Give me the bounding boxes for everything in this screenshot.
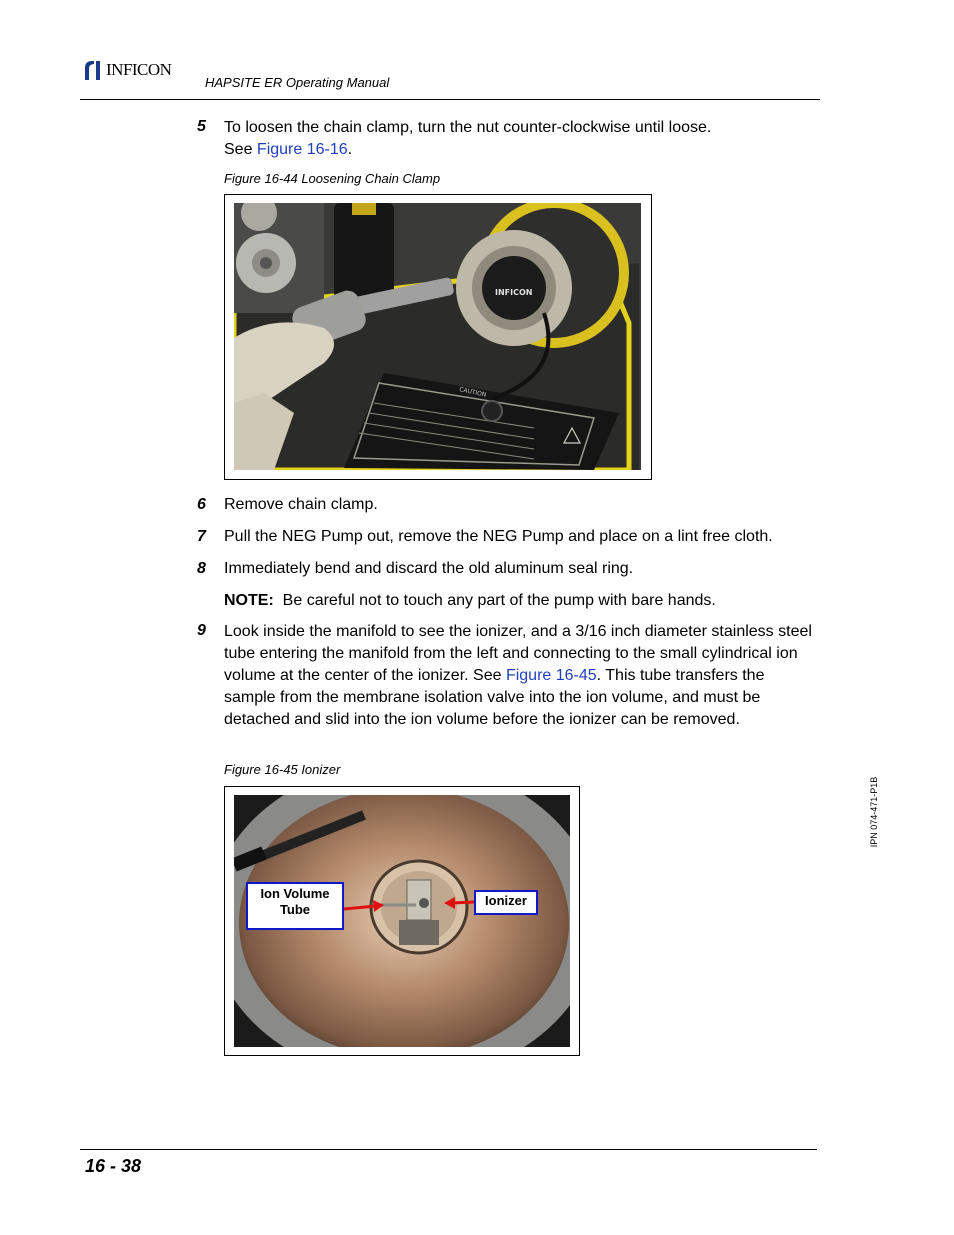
step-text: Immediately bend and discard the old aluminum seal ring. bbox=[224, 560, 634, 577]
step-5-see: See bbox=[224, 141, 257, 158]
page-number: 16 - 38 bbox=[85, 1156, 142, 1176]
step-number: 7 bbox=[197, 528, 206, 545]
brand-name: INFICON bbox=[106, 60, 172, 79]
figure-link[interactable]: Figure 16-45 bbox=[505, 667, 597, 684]
figure-frame bbox=[224, 194, 652, 480]
footer-rule bbox=[80, 1149, 817, 1150]
chain-clamp-photo bbox=[234, 203, 641, 470]
step-9-text-cont: . This tube transfers the sample from the membrane isolation valve into the ion volume, and must be detached and slid into the ion volume before the ionizer can be removed. bbox=[224, 667, 765, 728]
manual-title: HAPSITE ER Operating Manual bbox=[205, 75, 390, 90]
header-rule bbox=[80, 99, 820, 100]
figure-caption: Figure 16-44 Loosening Chain Clamp bbox=[224, 171, 441, 186]
ipn-text: IPN 074-471-P1B bbox=[869, 776, 879, 848]
step-number: 5 bbox=[197, 118, 206, 135]
ion-volume-tube-callout: Ion Volume Tube bbox=[246, 882, 344, 930]
figure-caption: Figure 16-45 Ionizer bbox=[224, 762, 341, 777]
note-label: NOTE: bbox=[224, 592, 274, 609]
step-5-period: . bbox=[347, 141, 353, 158]
chain-clamp-image bbox=[234, 203, 641, 470]
ionizer-callout: Ionizer bbox=[474, 890, 538, 915]
step-9-text: Look inside the manifold to see the ionizer, and a 3/16 inch diameter stainless steel tube entering the manifold from the left and connecting to the small cylindrical ion volume at the center of the ionizer. See bbox=[224, 623, 812, 684]
figure-frame bbox=[224, 786, 580, 1056]
step-text: Pull the NEG Pump out, remove the NEG Pump and place on a lint free cloth. bbox=[224, 528, 773, 545]
figure-link[interactable]: Figure 16-16 bbox=[256, 141, 348, 158]
step-number: 6 bbox=[197, 496, 206, 513]
pump-brand-label: INFICON bbox=[495, 288, 533, 297]
step-text bbox=[224, 621, 816, 731]
ipn-label bbox=[866, 775, 882, 855]
step-text bbox=[224, 117, 824, 161]
inficon-logo bbox=[81, 58, 196, 84]
step-number: 8 bbox=[197, 560, 206, 577]
step-5-text: To loosen the chain clamp, turn the nut counter-clockwise until loose. bbox=[224, 119, 712, 136]
caution-label: CAUTION bbox=[458, 386, 487, 399]
inficon-logo-icon bbox=[81, 58, 105, 82]
step-text: Remove chain clamp. bbox=[224, 496, 378, 513]
note bbox=[224, 590, 824, 612]
step-number: 9 bbox=[197, 622, 206, 639]
note-text: Be careful not to touch any part of the pump with bare hands. bbox=[282, 592, 716, 609]
ionizer-photo bbox=[234, 795, 570, 1047]
